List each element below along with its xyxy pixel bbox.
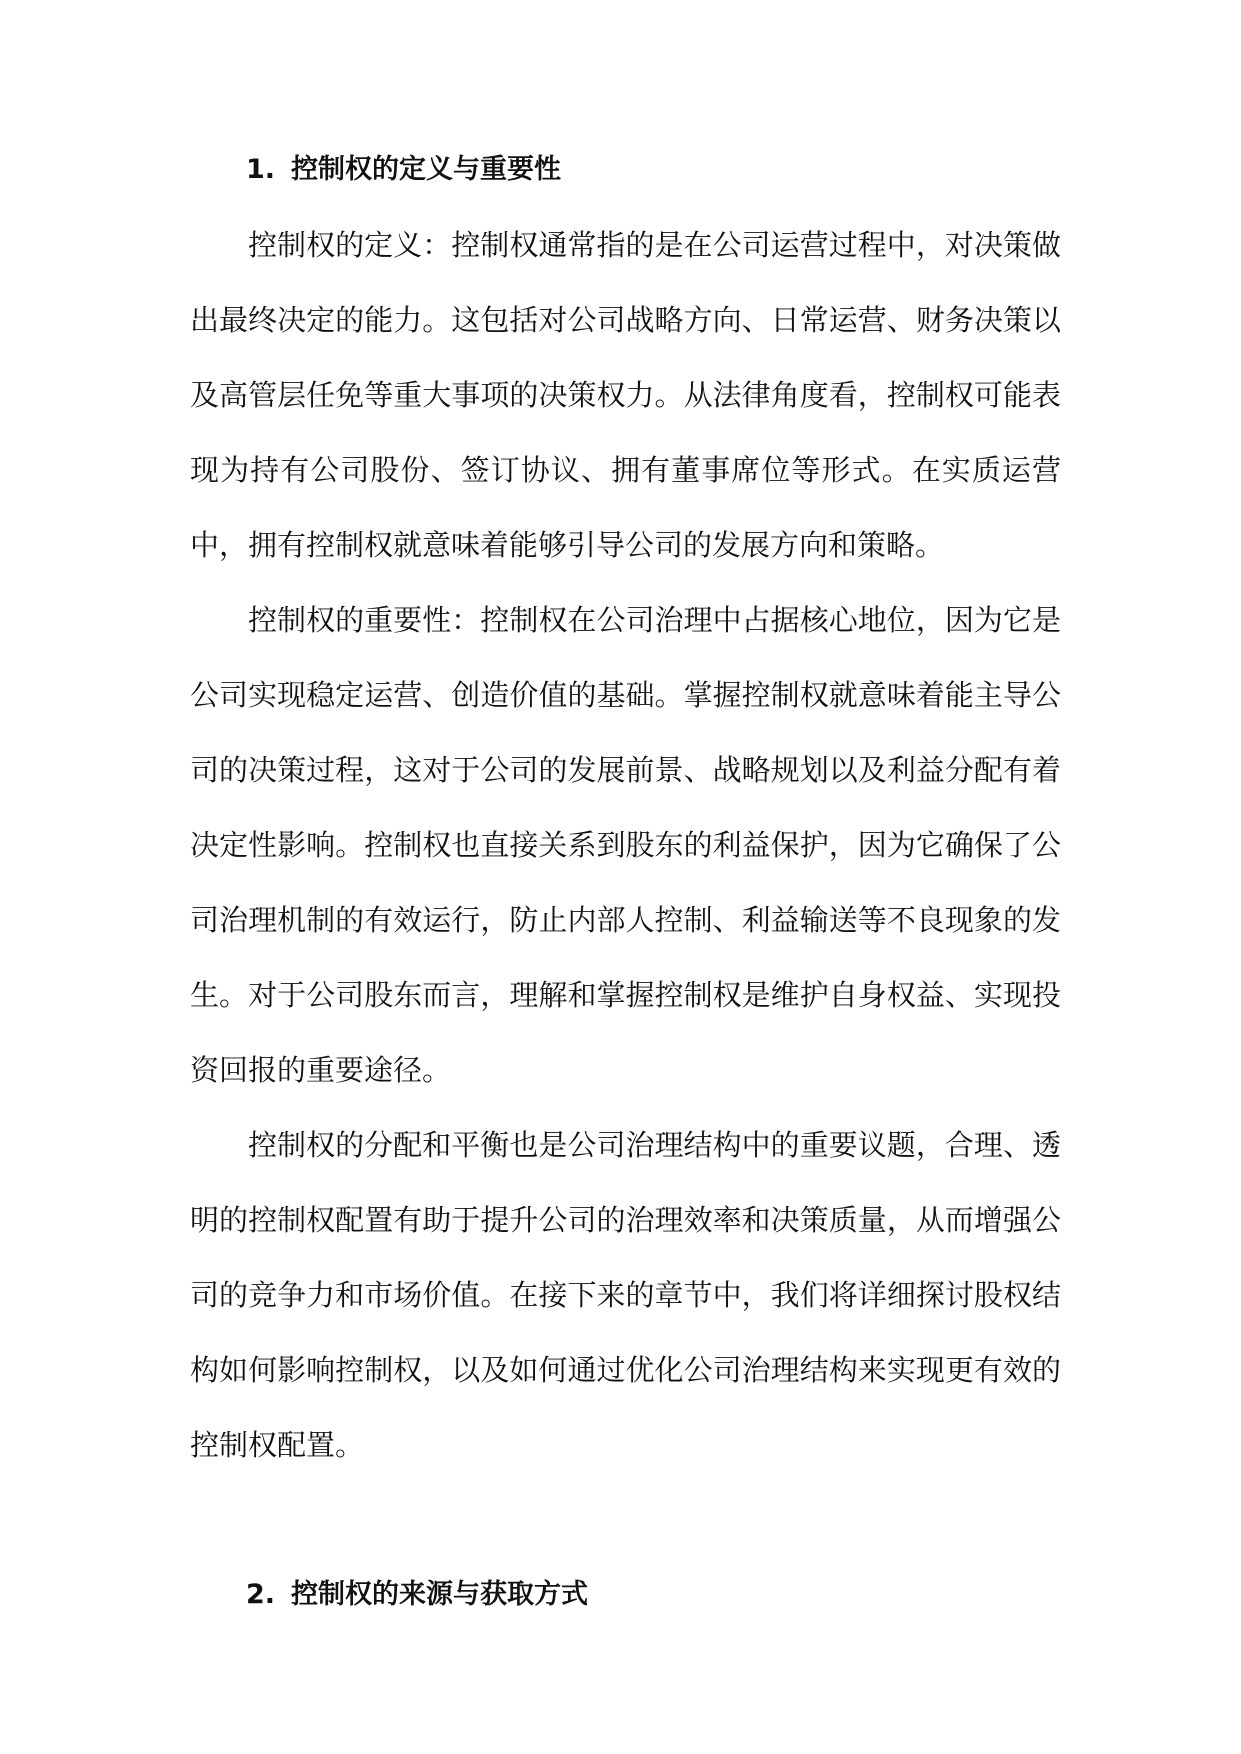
section-title: 控制权的来源与获取方式 bbox=[291, 1579, 588, 1610]
section-heading-2 bbox=[246, 1575, 588, 1615]
paragraph-definition: 控制权的定义：控制权通常指的是在公司运营过程中，对决策做出最终决定的能力。这包括对公司战略方向、日常运营、财务决策以及高管层任免等重大事项的决策权力。从法律角度看，控制权可能表现为持有公司股份、签订协议、拥有董事席位等形式。在实质运营中，拥有控制权就意味着能够引导公司的发展方向和策略。 bbox=[190, 228, 1061, 562]
section-heading-1 bbox=[246, 150, 561, 190]
section-number: 1. bbox=[246, 154, 276, 185]
paragraph-allocation: 控制权的分配和平衡也是公司治理结构中的重要议题，合理、透明的控制权配置有助于提升公司的治理效率和决策质量，从而增强公司的竞争力和市场价值。在接下来的章节中，我们将详细探讨股权结构如何影响控制权，以及如何通过优化公司治理结构来实现更有效的控制权配置。 bbox=[190, 1128, 1061, 1462]
section-title: 控制权的定义与重要性 bbox=[291, 154, 561, 185]
section-number: 2. bbox=[246, 1579, 276, 1610]
paragraph-importance: 控制权的重要性：控制权在公司治理中占据核心地位，因为它是公司实现稳定运营、创造价值的基础。掌握控制权就意味着能主导公司的决策过程，这对于公司的发展前景、战略规划以及利益分配有着决定性影响。控制权也直接关系到股东的利益保护，因为它确保了公司治理机制的有效运行，防止内部人控制、利益输送等不良现象的发生。对于公司股东而言，理解和掌握控制权是维护自身权益、实现投资回报的重要途径。 bbox=[190, 603, 1061, 1087]
